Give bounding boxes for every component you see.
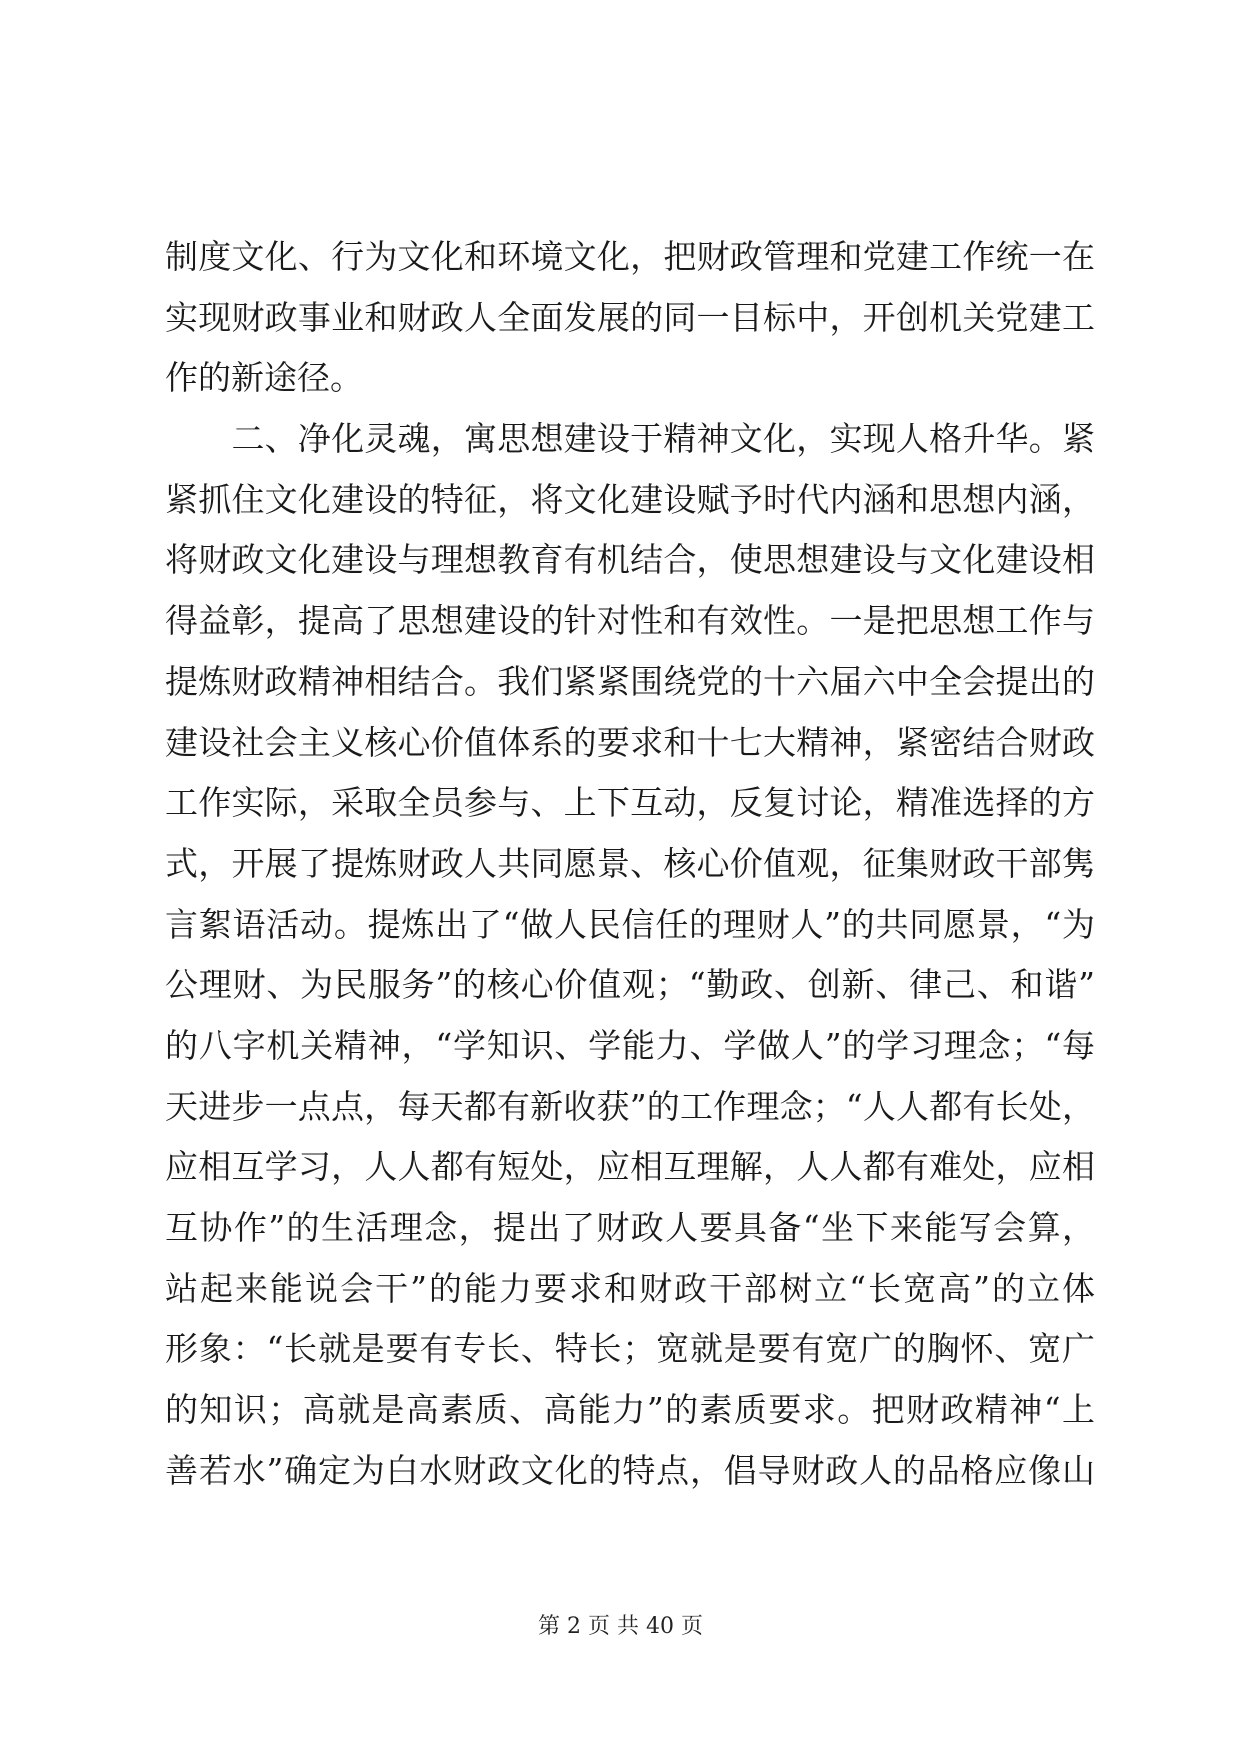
text-line: 站起来能说会干”的能力要求和财政干部树立“长宽高”的立体 <box>165 1268 1095 1308</box>
text-line: 将财政文化建设与理想教育有机结合，使思想建设与文化建设相 <box>165 540 1095 580</box>
text-line: 提炼财政精神相结合。我们紧紧围绕党的十六届六中全会提出的 <box>165 661 1095 701</box>
body-text <box>165 227 1095 1501</box>
text-line: 言絮语活动。提炼出了“做人民信任的理财人”的共同愿景，“为 <box>165 904 1095 944</box>
text-line: 二、净化灵魂，寓思想建设于精神文化，实现人格升华。紧 <box>165 419 1095 459</box>
text-line: 实现财政事业和财政人全面发展的同一目标中，开创机关党建工 <box>165 297 1095 337</box>
text-line: 的知识；高就是高素质、高能力”的素质要求。把财政精神“上 <box>165 1390 1095 1430</box>
text-line: 工作实际，采取全员参与、上下互动，反复讨论，精准选择的方 <box>165 783 1095 823</box>
text-line: 天进步一点点，每天都有新收获”的工作理念；“人人都有长处， <box>165 1086 1095 1126</box>
text-line: 得益彰，提高了思想建设的针对性和有效性。一是把思想工作与 <box>165 601 1095 641</box>
text-line: 制度文化、行为文化和环境文化，把财政管理和党建工作统一在 <box>165 237 1095 276</box>
text-line: 建设社会主义核心价值体系的要求和十七大精神，紧密结合财政 <box>165 722 1095 762</box>
text-line: 应相互学习，人人都有短处，应相互理解，人人都有难处，应相 <box>165 1147 1095 1187</box>
text-line: 互协作”的生活理念，提出了财政人要具备“坐下来能写会算， <box>165 1208 1095 1247</box>
text-line: 公理财、为民服务”的核心价值观；“勤政、创新、律己、和谐” <box>165 965 1095 1005</box>
text-line: 式，开展了提炼财政人共同愿景、核心价值观，征集财政干部隽 <box>165 843 1095 883</box>
text-line: 作的新途径。 <box>165 358 363 398</box>
text-line: 紧抓住文化建设的特征，将文化建设赋予时代内涵和思想内涵， <box>165 479 1095 519</box>
text-line: 善若水”确定为白水财政文化的特点，倡导财政人的品格应像山 <box>165 1450 1095 1490</box>
text-line: 的八字机关精神，“学知识、学能力、学做人”的学习理念；“每 <box>165 1025 1095 1065</box>
page-footer: 第 2 页 共 40 页 <box>538 1614 703 1639</box>
text-line: 形象：“长就是要有专长、特长；宽就是要有宽广的胸怀、宽广 <box>165 1329 1095 1369</box>
